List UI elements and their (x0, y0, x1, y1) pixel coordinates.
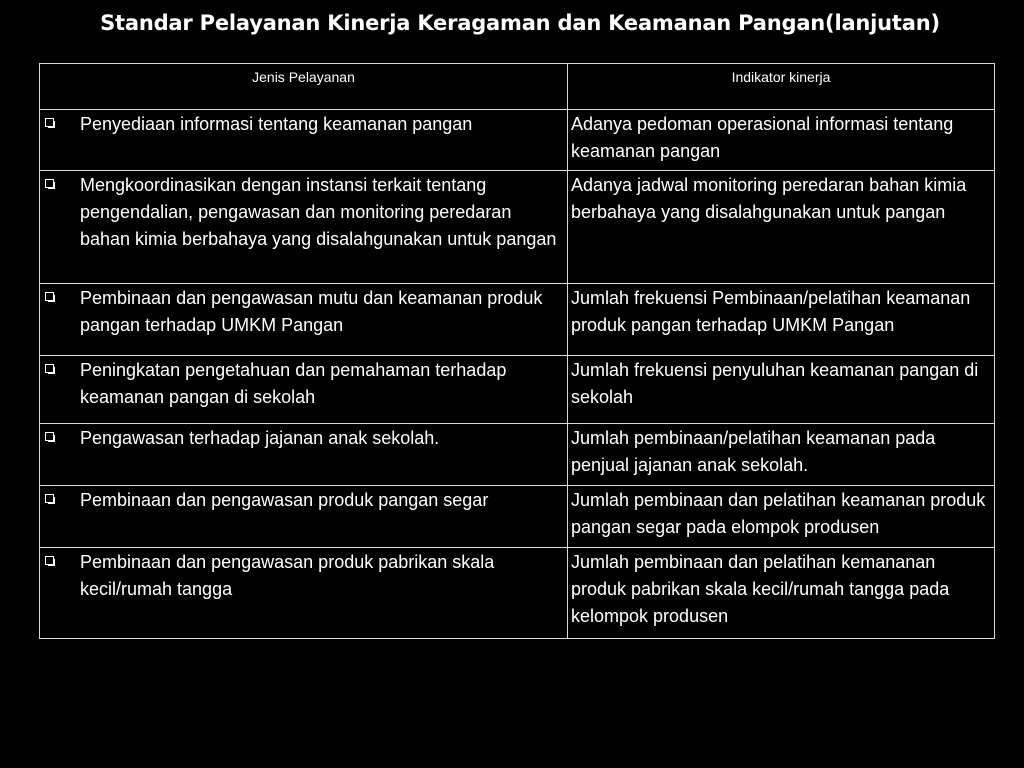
table-row (40, 110, 995, 171)
jenis-cell (40, 356, 568, 424)
table-header-row (40, 64, 995, 110)
checkbox-bullet-icon (40, 284, 80, 311)
header-indikator-kinerja: Indikator kinerja (568, 64, 995, 110)
jenis-cell (40, 486, 568, 548)
jenis-text: Pembinaan dan pengawasan produk pangan segar (80, 490, 489, 510)
checkbox-bullet-icon (40, 171, 80, 198)
checkbox-bullet-icon (40, 356, 80, 383)
indikator-text: Jumlah pembinaan dan pelatihan keamanan produk pangan segar pada elompok produsen (571, 490, 986, 537)
indikator-cell (568, 548, 995, 639)
jenis-cell (40, 284, 568, 356)
table-row (40, 356, 995, 424)
jenis-text: Peningkatan pengetahuan dan pemahaman terhadap keamanan pangan di sekolah (80, 360, 507, 407)
indikator-text: Adanya jadwal monitoring peredaran bahan kimia berbahaya yang disalahgunakan untuk pangan (571, 175, 967, 222)
service-standards-table (39, 63, 995, 639)
indikator-text: Jumlah frekuensi Pembinaan/pelatihan keamanan produk pangan terhadap UMKM Pangan (571, 288, 971, 335)
jenis-text: Penyediaan informasi tentang keamanan pangan (80, 114, 473, 134)
indikator-cell (568, 356, 995, 424)
table-row (40, 284, 995, 356)
checkbox-bullet-icon (40, 424, 80, 451)
indikator-cell (568, 284, 995, 356)
indikator-cell (568, 110, 995, 171)
checkbox-bullet-icon (40, 110, 80, 137)
jenis-cell (40, 548, 568, 639)
header-jenis-pelayanan: Jenis Pelayanan (40, 64, 568, 110)
jenis-cell (40, 424, 568, 486)
table-row (40, 486, 995, 548)
checkbox-bullet-icon (40, 486, 80, 513)
slide-title: Standar Pelayanan Kinerja Keragaman dan Keamanan Pangan(lanjutan) (100, 11, 940, 35)
table-row (40, 548, 995, 639)
table-row (40, 171, 995, 284)
indikator-text: Jumlah pembinaan dan pelatihan kemananan produk pabrikan skala kecil/rumah tangga pada kelompok produsen (571, 552, 950, 626)
jenis-cell (40, 171, 568, 284)
indikator-cell (568, 424, 995, 486)
jenis-text: Pembinaan dan pengawasan mutu dan keamanan produk pangan terhadap UMKM Pangan (80, 288, 543, 335)
jenis-text: Pembinaan dan pengawasan produk pabrikan skala kecil/rumah tangga (80, 552, 495, 599)
indikator-text: Adanya pedoman operasional informasi tentang keamanan pangan (571, 114, 954, 161)
indikator-text: Jumlah pembinaan/pelatihan keamanan pada penjual jajanan anak sekolah. (571, 428, 936, 475)
jenis-text: Mengkoordinasikan dengan instansi terkait tentang pengendalian, pengawasan dan monitoring peredaran bahan kimia berbahaya yang disalahgunakan untuk pangan (80, 175, 557, 249)
indikator-cell (568, 171, 995, 284)
indikator-cell (568, 486, 995, 548)
checkbox-bullet-icon (40, 548, 80, 575)
jenis-cell (40, 110, 568, 171)
table-row (40, 424, 995, 486)
indikator-text: Jumlah frekuensi penyuluhan keamanan pangan di sekolah (571, 360, 979, 407)
jenis-text: Pengawasan terhadap jajanan anak sekolah. (80, 428, 440, 448)
